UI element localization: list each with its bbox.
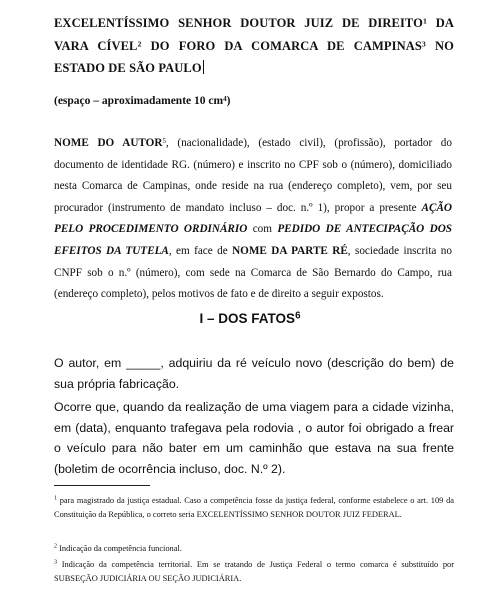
footnote-1 (54, 494, 454, 521)
petition-header (54, 12, 454, 80)
space-note (54, 91, 230, 111)
section-title (0, 311, 500, 326)
footnote-ref-3: 3 (421, 39, 426, 49)
footnote-ref-4: 4 (223, 94, 227, 103)
footnote-ref-2: 2 (137, 39, 142, 49)
footnote-text: Indicação da competência territorial. Em se tratando de Justiça Federal o termo comarca é substituído por SUBSEÇÃO JUDICIÁRIA OU SEÇÃO JUDICIÁRIA. (54, 560, 454, 583)
footnote-separator (54, 485, 150, 486)
intro-text-2: com (247, 223, 278, 236)
footnote-ref-1: 1 (422, 16, 427, 26)
header-addressee: EXCELENTÍSSIMO SENHOR DOUTOR JUIZ DE DIREITO (54, 16, 423, 30)
footnote-3 (54, 558, 454, 585)
intro-text-1: , (nacionalidade), (estado civil), (profissão), portador do documento de identidade RG. (número) e inscrito no CPF sob o (número), domiciliado nesta Comarca de Campinas, onde reside na rua (endereço completo), vem, por seu procurador (instrumento de mandato incluso – doc. n.º 1), propor a presente (54, 137, 452, 214)
text-cursor (203, 60, 204, 74)
fact-paragraph-1: O autor, em _____, adquiriu da ré veículo novo (descrição do bem) de sua própria fabricação. (54, 356, 454, 391)
section-title-text: I – DOS FATOS (199, 311, 296, 326)
header-state: NO ESTADO DE SÃO PAULO (54, 38, 455, 75)
footnote-text: Indicação da competência funcional. (57, 544, 182, 553)
footnote-ref-5: 5 (162, 136, 166, 145)
space-note-text: (espaço – aproximadamente 10 cm (54, 95, 224, 107)
injunction-request: PEDIDO DE ANTECIPAÇÃO DOS EFEITOS DA TUTELA (54, 223, 452, 257)
footnote-number: 2 (54, 543, 58, 550)
intro-paragraph (54, 133, 452, 306)
space-note-close: ) (226, 95, 231, 107)
defendant-name: NOME DA PARTE RÉ (232, 244, 348, 257)
footnote-number: 1 (54, 495, 58, 502)
footnote-text: para magistrado da justiça estadual. Caso a competência fosse da justiça federal, conforme estabelece o art. 109 da Constituição da República, o correto seria EXCELENTÍSSIMO SENHOR DOUTOR JUIZ FEDERAL. (54, 496, 454, 519)
author-name: NOME DO AUTOR (54, 137, 163, 149)
footnote-ref-6: 6 (295, 310, 301, 322)
footnote-number: 3 (54, 559, 58, 566)
footnote-2 (54, 542, 454, 556)
header-forum: DO FORO DA COMARCA DE CAMPINAS (141, 38, 422, 53)
intro-text-4: , sociedade inscrita no CNPF sob o n.º (número), com sede na Comarca de São Bernardo do Campo, rua (endereço completo), pelos motivos de fato e de direito a seguir expostos. (54, 244, 452, 301)
action-name: AÇÃO PELO PROCEDIMENTO ORDINÁRIO (54, 201, 452, 236)
fact-paragraph-2: Ocorre que, quando da realização de uma viagem para a cidade vizinha, em (data), enquanto trafegava pela rodovia , o autor foi obrigado a frear o veículo para não bater em um caminhão que estava na sua frente (boletim de ocorrência incluso, doc. N.º 2). (54, 400, 454, 476)
header-court: DA VARA CÍVEL (54, 16, 454, 53)
intro-text-3: , em face de (168, 244, 233, 257)
